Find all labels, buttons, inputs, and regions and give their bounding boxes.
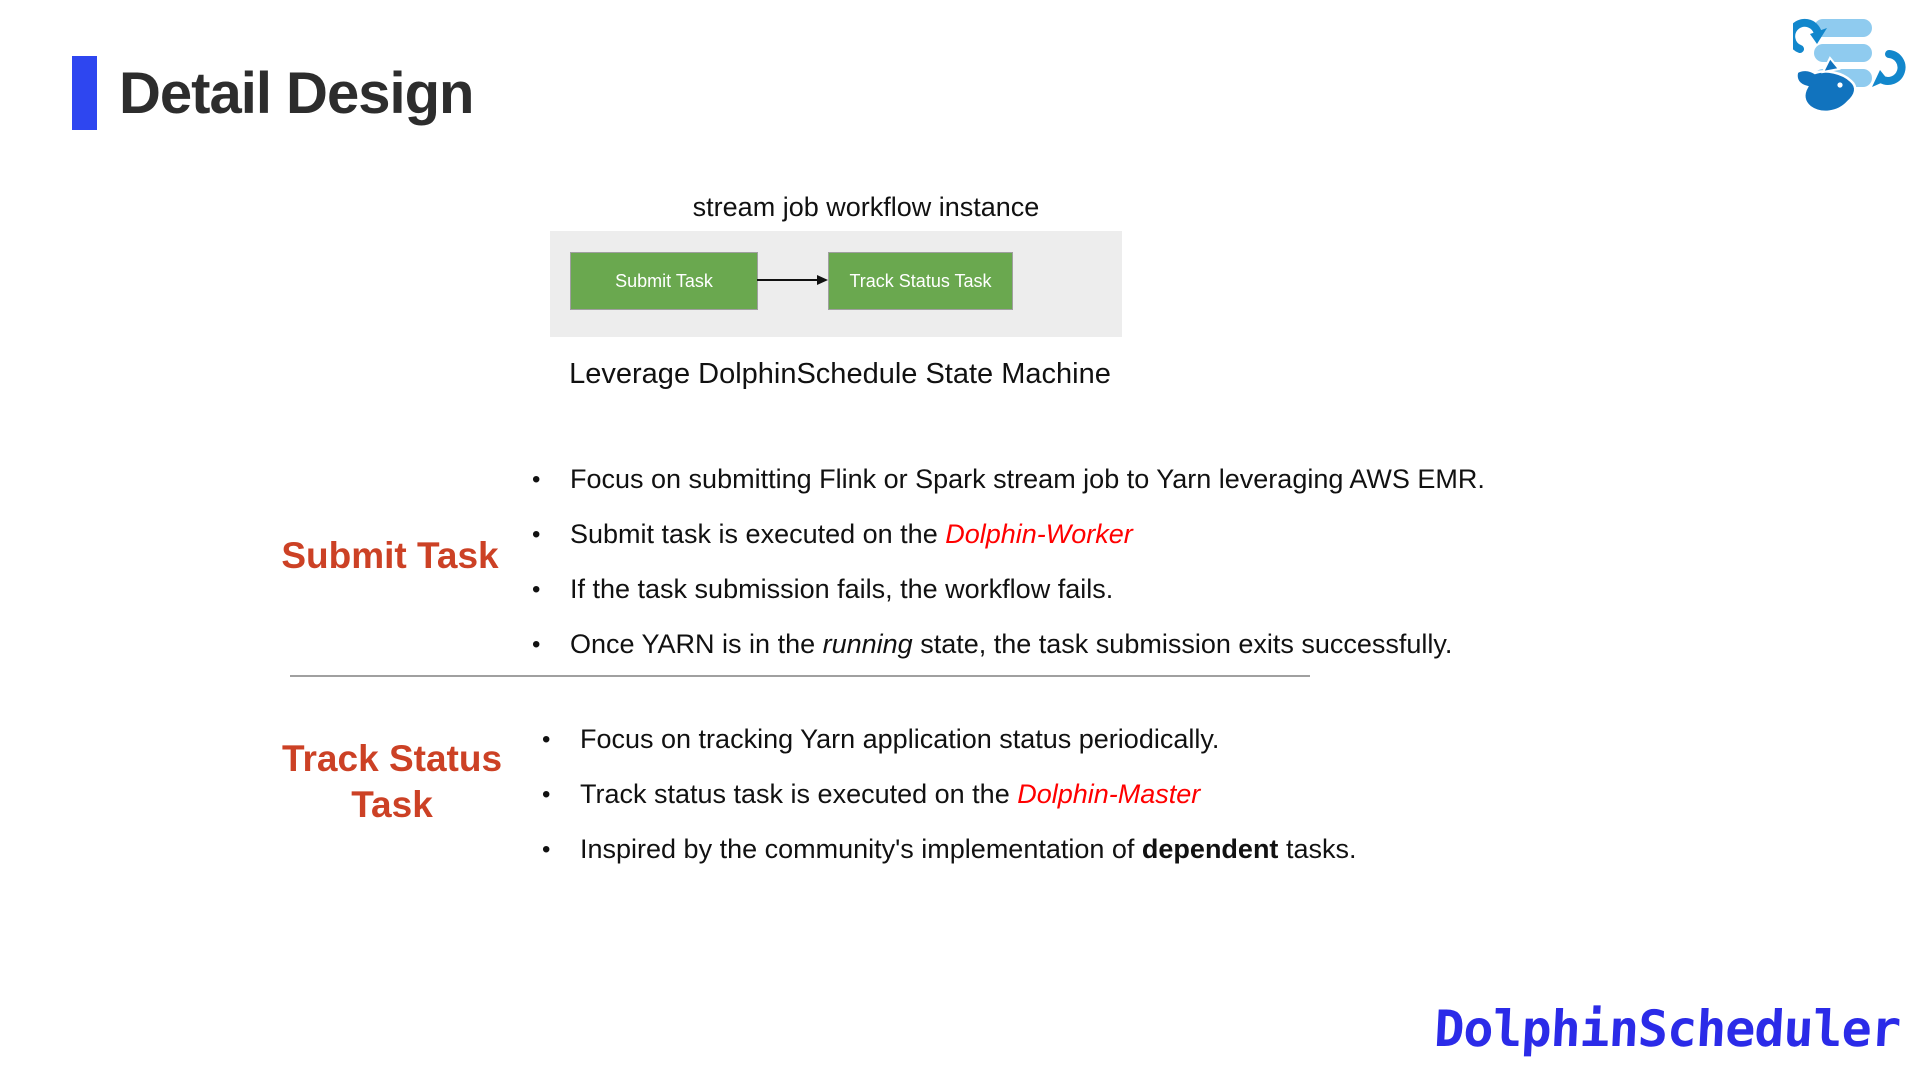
bullet-text-highlight: Dolphin-Master (1017, 779, 1201, 809)
bullet-text-emphasis: running (822, 629, 913, 659)
bullet-text-bold: dependent (1141, 834, 1279, 864)
bullet-item (540, 712, 1356, 767)
dolphin-icon (1796, 58, 1855, 112)
bullet-text: Focus on tracking Yarn application status periodically. (580, 724, 1220, 754)
section-label-submit-task: Submit Task (281, 535, 499, 576)
bullet-item (530, 452, 1485, 507)
title-accent-bar (72, 56, 97, 130)
diagram-subcaption: Leverage DolphinSchedule State Machine (569, 358, 1111, 390)
bullet-item (530, 617, 1485, 672)
page-title: Detail Design (119, 60, 474, 126)
bullet-text: Track status task is executed on the (580, 779, 1018, 809)
workflow-diagram (550, 231, 1122, 337)
bullet-text: Focus on submitting Flink or Spark stream job to Yarn leveraging AWS EMR. (570, 464, 1485, 494)
bullet-item (530, 507, 1485, 562)
bullet-item (540, 822, 1356, 877)
bullet-item (540, 767, 1356, 822)
dolphinscheduler-logo (1793, 2, 1915, 127)
diagram-caption: stream job workflow instance (692, 192, 1040, 222)
bullet-item (530, 562, 1485, 617)
bullet-text: tasks. (1278, 834, 1357, 864)
track-status-bullet-list (540, 712, 1356, 877)
title-block (72, 56, 473, 130)
brand-wordmark: DolphinScheduler (1432, 1000, 1902, 1058)
bullet-text: Inspired by the community's implementation of (580, 834, 1142, 864)
node-track-status-task: Track Status Task (828, 252, 1013, 310)
flow-arrow (756, 252, 828, 308)
node-submit-task: Submit Task (570, 252, 758, 310)
bullet-text: Submit task is executed on the (570, 519, 946, 549)
bullet-text: If the task submission fails, the workflow fails. (570, 574, 1114, 604)
bullet-text: state, the task submission exits successfully. (912, 629, 1453, 659)
submit-task-bullet-list (530, 452, 1485, 672)
bullet-text-highlight: Dolphin-Worker (945, 519, 1133, 549)
section-divider (290, 675, 1310, 677)
bullet-text: Once YARN is in the (570, 629, 823, 659)
section-label-track-status-task: Track Status Task (281, 738, 503, 826)
